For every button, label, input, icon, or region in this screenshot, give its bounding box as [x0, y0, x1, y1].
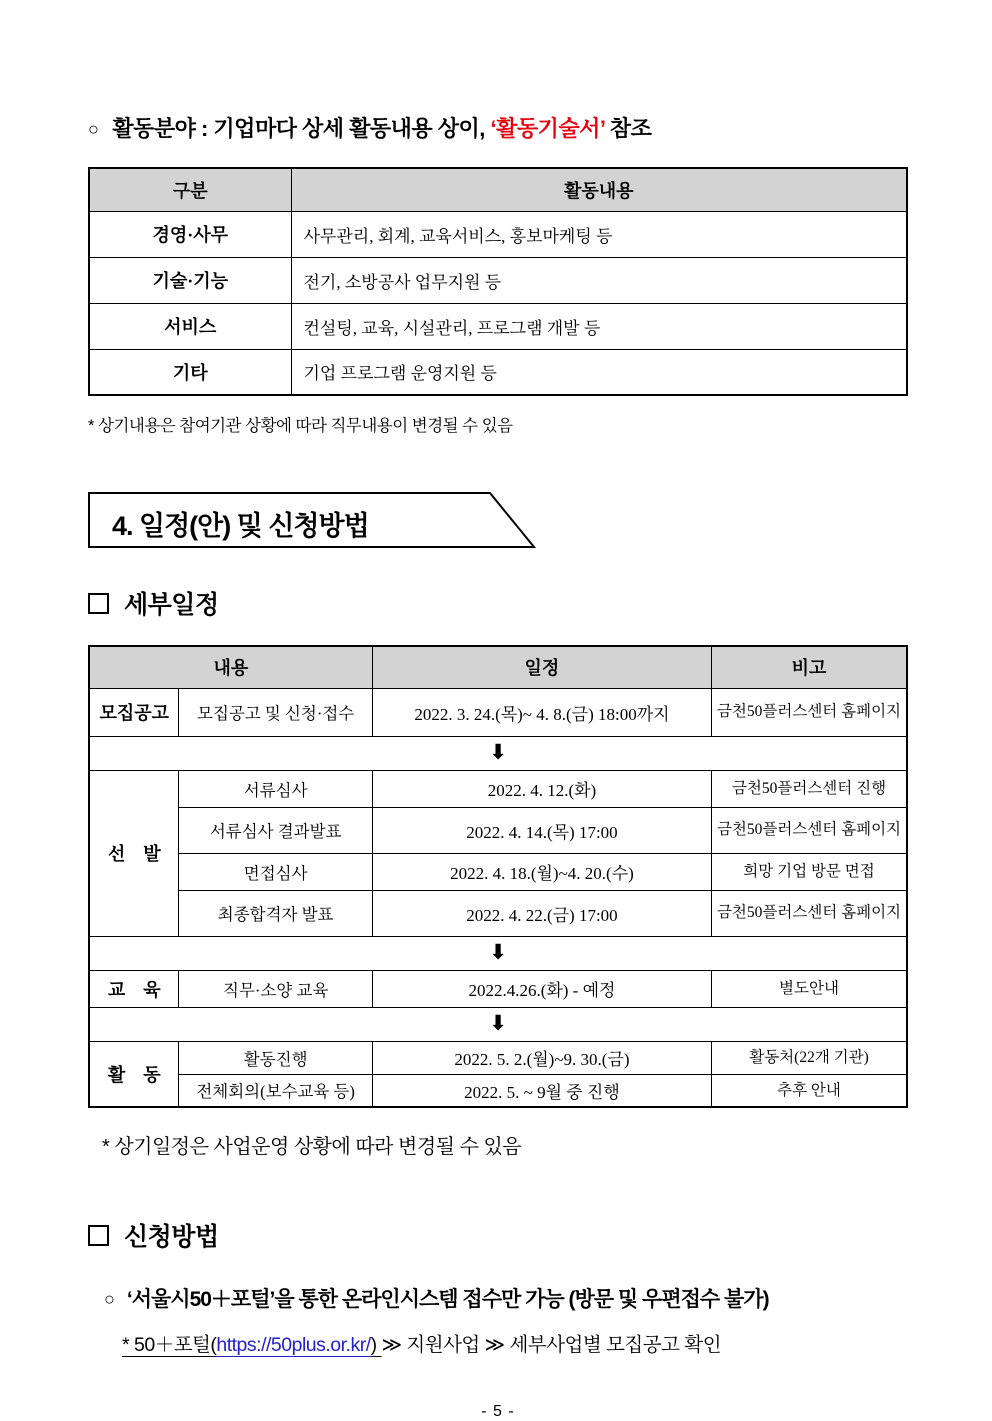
circle-bullet-icon: ○ — [104, 1289, 114, 1309]
schedule-note: * 상기일정은 사업운영 상황에 따라 변경될 수 있음 — [102, 1136, 522, 1158]
activity-fields-table — [88, 167, 908, 396]
content-cell: 컨설팅, 교육, 시설관리, 프로그램 개발 등 — [291, 303, 907, 349]
portal-note-line — [122, 1329, 908, 1357]
item-cell: 최종합격자 발표 — [179, 890, 372, 936]
arrow-cell — [89, 936, 907, 970]
col-header-date: 일정 — [372, 646, 711, 688]
col-header-note: 비고 — [712, 646, 907, 688]
intro-highlight: ‘활동기술서’ — [490, 116, 605, 141]
schedule-heading-label: 세부일정 — [124, 591, 219, 619]
intro-text-after: 참조 — [604, 116, 652, 141]
group-cell: 활 동 — [89, 1041, 179, 1107]
portal-suffix: ) — [370, 1334, 382, 1356]
table-row — [89, 257, 907, 303]
table-row — [89, 211, 907, 257]
item-cell: 서류심사 결과발표 — [179, 807, 372, 853]
intro-text-before: 활동분야 : 기업마다 상세 활동내용 상이, — [112, 116, 491, 141]
down-arrow-icon: ⬇ — [489, 940, 507, 964]
note-cell: 추후 안내 — [712, 1074, 907, 1107]
note-cell: 금천50플러스센터 진행 — [712, 770, 907, 807]
note-cell: 금천50플러스센터 홈페이지 — [712, 890, 907, 936]
apply-heading — [88, 1217, 908, 1253]
table-row-selection — [89, 890, 907, 936]
portal-underlined-text — [122, 1334, 382, 1356]
arrow-cell — [89, 1007, 907, 1041]
group-cell: 선 발 — [89, 770, 179, 936]
date-cell: 2022. 4. 18.(월)~4. 20.(수) — [372, 853, 711, 890]
note-cell: 희망 기업 방문 면접 — [712, 853, 907, 890]
date-cell: 2022. 4. 12.(화) — [372, 770, 711, 807]
table-row-selection — [89, 770, 907, 807]
col-header-content: 활동내용 — [291, 168, 907, 211]
table-row — [89, 349, 907, 395]
item-cell: 서류심사 — [179, 770, 372, 807]
item-cell: 직무·소양 교육 — [179, 970, 372, 1007]
category-cell: 기타 — [89, 349, 291, 395]
content-cell: 전기, 소방공사 업무지원 등 — [291, 257, 907, 303]
col-header-category: 구분 — [89, 168, 291, 211]
item-cell: 모집공고 및 신청·접수 — [179, 688, 372, 736]
item-cell: 면접심사 — [179, 853, 372, 890]
note-cell: 별도안내 — [712, 970, 907, 1007]
date-cell: 2022. 5. 2.(월)~9. 30.(금) — [372, 1041, 711, 1074]
table-header-row — [89, 646, 907, 688]
date-cell: 2022. 3. 24.(목)~ 4. 8.(금) 18:00까지 — [372, 688, 711, 736]
table-row-selection — [89, 853, 907, 890]
date-cell: 2022.4.26.(화) - 예정 — [372, 970, 711, 1007]
arrow-row — [89, 1007, 907, 1041]
content-cell: 기업 프로그램 운영지원 등 — [291, 349, 907, 395]
arrow-cell — [89, 736, 907, 770]
table-row — [89, 303, 907, 349]
note-cell: 활동처(22개 기관) — [712, 1041, 907, 1074]
apply-method-line — [104, 1283, 908, 1313]
square-bullet-icon — [88, 593, 109, 614]
category-cell: 서비스 — [89, 303, 291, 349]
intro-text — [112, 112, 651, 143]
page-number: - 5 - — [481, 1403, 515, 1420]
down-arrow-icon: ⬇ — [489, 1011, 507, 1035]
category-cell: 기술·기능 — [89, 257, 291, 303]
date-cell: 2022. 5. ~ 9월 중 진행 — [372, 1074, 711, 1107]
table-row-education — [89, 970, 907, 1007]
table-row-recruit — [89, 688, 907, 736]
fields-table-note: * 상기내용은 참여기관 상황에 따라 직무내용이 변경될 수 있음 — [88, 417, 513, 435]
content-cell: 사무관리, 회계, 교육서비스, 홍보마케팅 등 — [291, 211, 907, 257]
group-cell: 모집공고 — [89, 688, 179, 736]
section-4-banner — [88, 492, 538, 549]
item-cell: 활동진행 — [179, 1041, 372, 1074]
activity-field-line — [88, 112, 908, 143]
group-cell: 교 육 — [89, 970, 179, 1007]
item-cell: 전체회의(보수교육 등) — [179, 1074, 372, 1107]
table-row-selection — [89, 807, 907, 853]
date-cell: 2022. 4. 14.(목) 17:00 — [372, 807, 711, 853]
arrow-row — [89, 936, 907, 970]
col-header-content: 내용 — [89, 646, 372, 688]
portal-prefix: * 50＋포털( — [122, 1334, 217, 1356]
table-row-activity — [89, 1074, 907, 1107]
down-arrow-icon: ⬇ — [489, 740, 507, 764]
schedule-heading — [88, 585, 908, 621]
table-row-activity — [89, 1041, 907, 1074]
portal-link[interactable]: https://50plus.or.kr/ — [216, 1334, 371, 1356]
apply-heading-label: 신청방법 — [124, 1223, 219, 1251]
table-header-row — [89, 168, 907, 211]
section-4-title: 4. 일정(안) 및 신청방법 — [112, 511, 369, 541]
portal-path-text: ≫ 지원사업 ≫ 세부사업별 모집공고 확인 — [381, 1334, 722, 1356]
note-cell: 금천50플러스센터 홈페이지 — [712, 688, 907, 736]
square-bullet-icon — [88, 1225, 109, 1246]
circle-bullet-icon: ○ — [88, 118, 99, 139]
date-cell: 2022. 4. 22.(금) 17:00 — [372, 890, 711, 936]
apply-method-text: ‘서울시50＋포털’을 통한 온라인시스템 접수만 가능 (방문 및 우편접수 불가) — [126, 1288, 769, 1311]
category-cell: 경영·사무 — [89, 211, 291, 257]
arrow-row — [89, 736, 907, 770]
note-cell: 금천50플러스센터 홈페이지 — [712, 807, 907, 853]
schedule-table — [88, 645, 908, 1108]
